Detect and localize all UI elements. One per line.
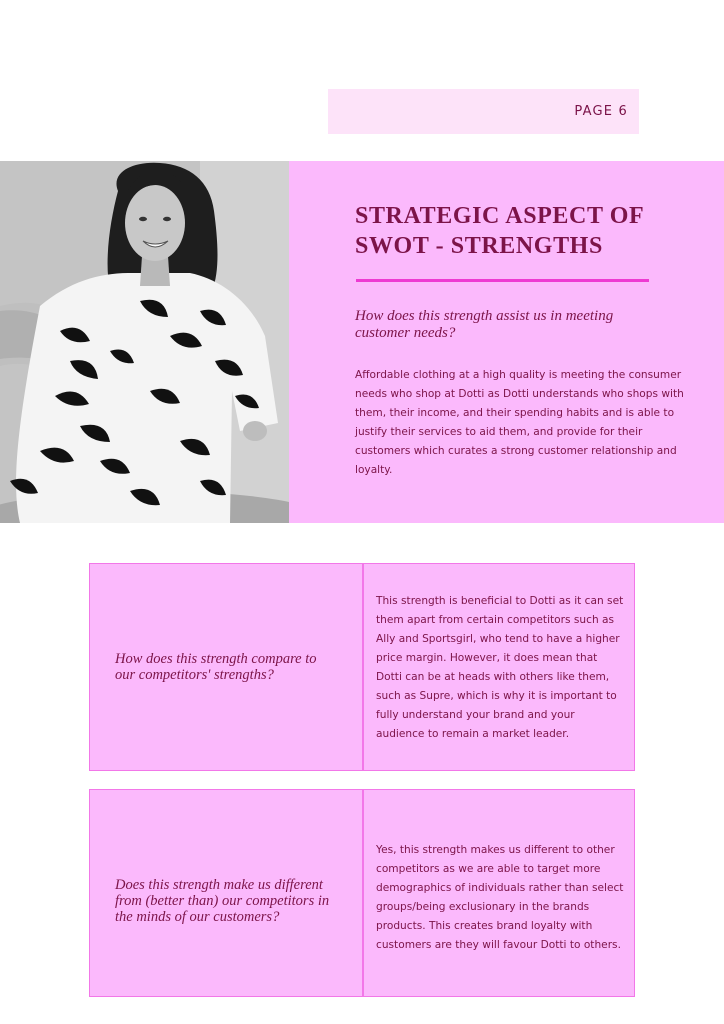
box-divider [362,564,364,770]
box-divider [362,790,364,996]
page-title: STRATEGIC ASPECT OF SWOT - STRENGTHS [355,203,644,259]
comparison-answer: This strength is beneficial to Dotti as it can set them apart from certain competitors such as Ally and Sportsgirl, who tend to have a higher price margin. However, it does mean that Dotti can be at heads with others like them, such as Supre, which is why it is important to fully understand your brand and your audience to remain a market leader. [376,595,624,740]
competitor-comparison-box [89,563,635,771]
differentiation-answer: Yes, this strength makes us different to other competitors as we are able to target more demographics of individuals rather than select groups/being exclusionary in the brands products. This creates brand loyalty with customers are they will favour Dotti to others. [376,844,624,951]
model-illustration [0,161,289,523]
hero-body-text: Affordable clothing at a high quality is meeting the consumer needs who shop at Dotti as Dotti understands who shops with them, their income, and their spending habits and is able to justify their services to aid them, and provide for their customers which curates a strong customer relationship and loyalty. [355,369,684,476]
comparison-question: How does this strength compare to our competitors' strengths? [115,651,317,683]
model-photo [0,161,289,523]
differentiation-question: Does this strength make us different from (better than) our competitors in the minds of our customers? [115,877,330,925]
title-underline [356,279,649,282]
hero-question: How does this strength assist us in meeting customer needs? [355,308,614,341]
page-number-label: PAGE 6 [574,104,628,119]
page-number-badge [328,89,639,134]
differentiation-box [89,789,635,997]
hero-panel [289,161,724,523]
